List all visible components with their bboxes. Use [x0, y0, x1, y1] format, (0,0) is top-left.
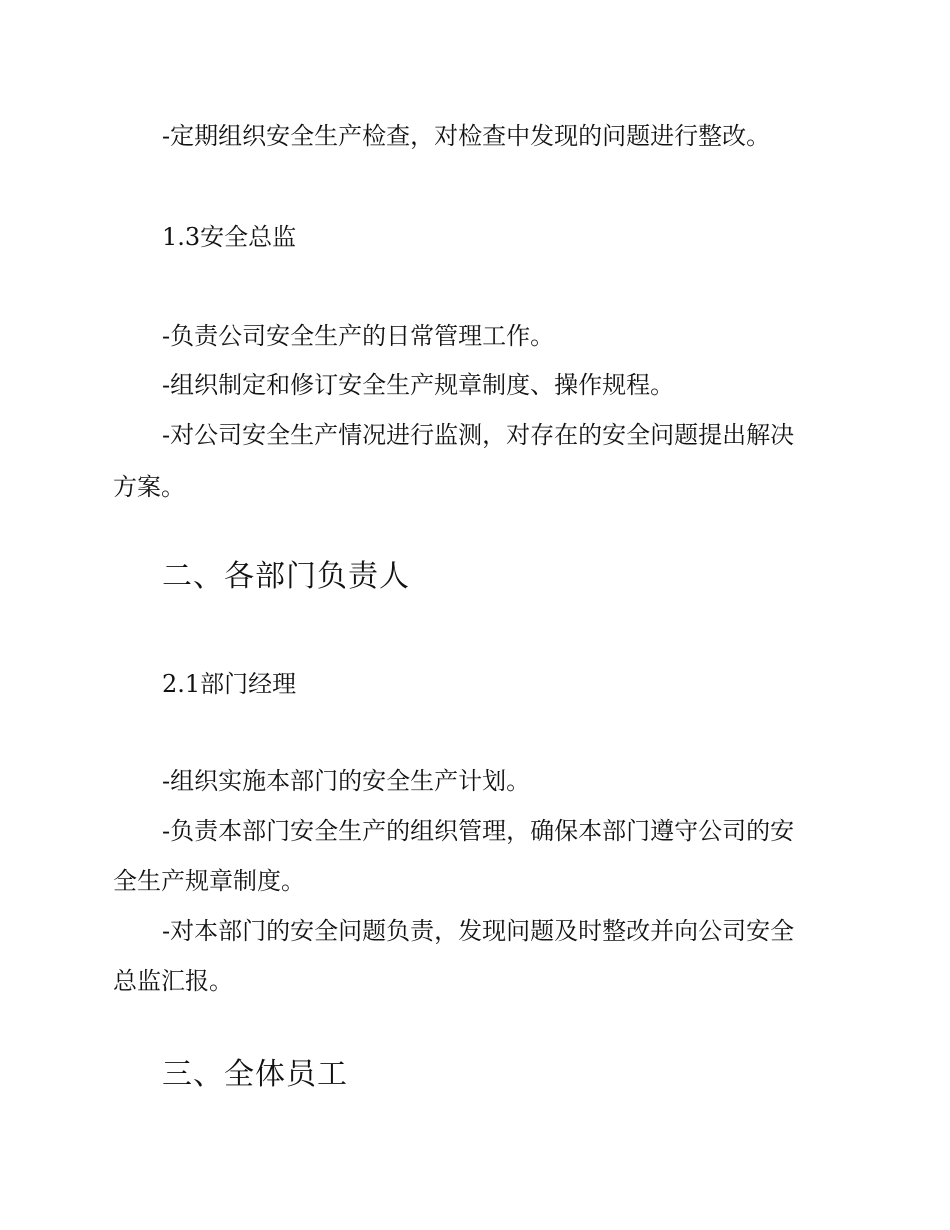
paragraph-line: -负责本部门安全生产的组织管理，确保本部门遵守公司的安 — [162, 817, 795, 845]
paragraph-line: -负责公司安全生产的日常管理工作。 — [162, 322, 555, 350]
paragraph-line: 方案。 — [113, 473, 185, 501]
section-heading: 三、全体员工 — [162, 1057, 348, 1092]
subsection-title: 1.3安全总监 — [162, 223, 297, 251]
paragraph-line: -对公司安全生产情况进行监测，对存在的安全问题提出解决 — [162, 421, 795, 449]
subsection-title: 2.1部门经理 — [162, 670, 297, 698]
paragraph-line: -对本部门的安全问题负责，发现问题及时整改并向公司安全 — [162, 917, 795, 945]
paragraph-line: -定期组织安全生产检查，对检查中发现的问题进行整改。 — [162, 122, 771, 150]
section-heading: 二、各部门负责人 — [162, 559, 410, 594]
paragraph-line: 总监汇报。 — [113, 967, 233, 995]
paragraph-line: 全生产规章制度。 — [113, 867, 305, 895]
paragraph-line: -组织制定和修订安全生产规章制度、操作规程。 — [162, 371, 675, 399]
paragraph-line: -组织实施本部门的安全生产计划。 — [162, 767, 531, 795]
